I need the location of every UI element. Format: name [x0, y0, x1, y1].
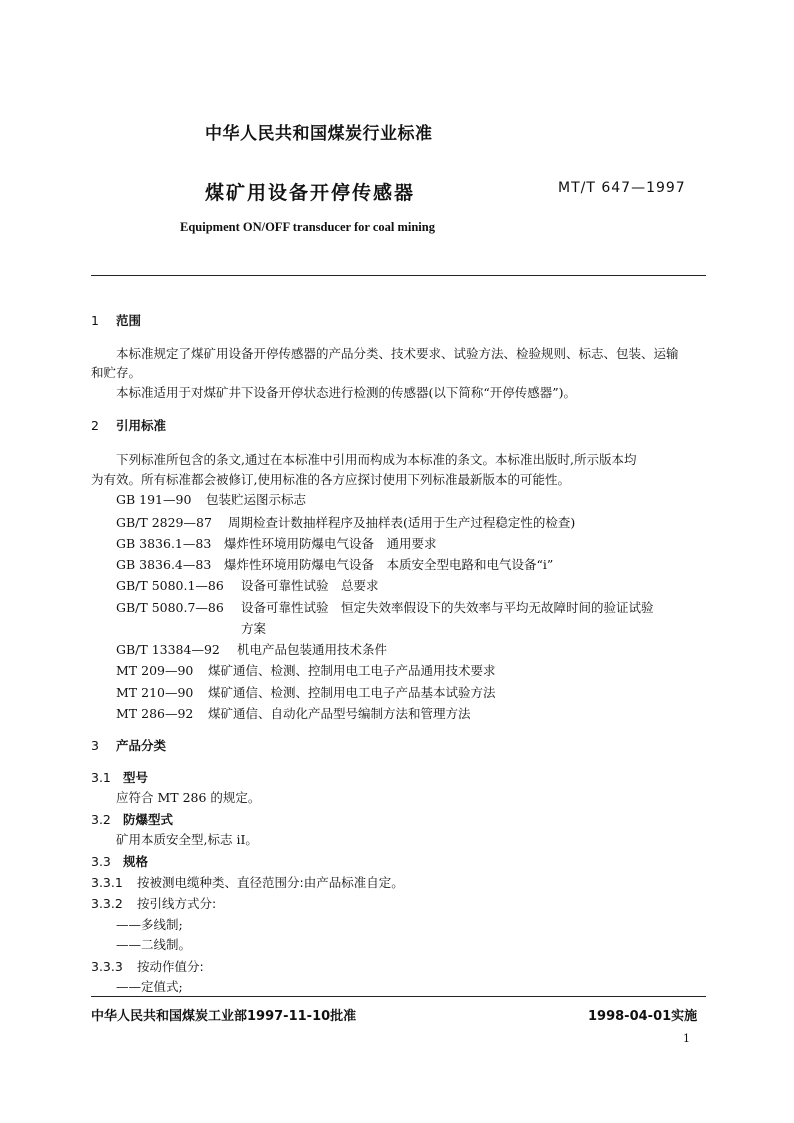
reference-item	[116, 640, 387, 658]
page-number: 1	[683, 1032, 690, 1045]
sec1-paragraph-2: 本标准适用于对煤矿井下设备开停状态进行检测的传感器(以下简称“开停传感器”)。	[116, 385, 577, 400]
reference-item-continuation	[241, 619, 266, 637]
footer-divider	[91, 996, 706, 997]
section-number: 2	[91, 418, 99, 433]
reference-title: 爆炸性环境用防爆电气设备 通用要求	[224, 536, 437, 551]
reference-code: MT 210—90	[116, 685, 194, 700]
section-title: 产品分类	[116, 738, 167, 753]
sec1-paragraph-1-line-1: 本标准规定了煤矿用设备开停传感器的产品分类、技术要求、试验方法、检验规则、标志、包装、运输	[116, 346, 679, 361]
reference-item	[116, 576, 379, 594]
reference-code: MT 209—90	[116, 663, 194, 678]
reference-title: 方案	[241, 621, 267, 636]
section-title: 范围	[116, 313, 142, 328]
reference-item	[116, 490, 306, 508]
reference-title: 煤矿通信、检测、控制用电工电子产品基本试验方法	[208, 685, 496, 700]
subsection-3-1-heading: 3.1 型号	[91, 770, 149, 785]
reference-code: GB/T 5080.1—86	[116, 578, 224, 593]
reference-title: 包装贮运图示标志	[206, 492, 307, 507]
reference-code: MT 286—92	[116, 706, 194, 721]
section-1-heading	[91, 311, 141, 329]
list-item: ——二线制。	[116, 937, 192, 952]
approval-line: 中华人民共和国煤炭工业部1997-11-10批准	[91, 1009, 357, 1024]
reference-title: 设备可靠性试验 总要求	[241, 578, 379, 593]
section-2-heading	[91, 416, 166, 434]
reference-code: GB/T 2829—87	[116, 515, 212, 530]
section-number: 1	[91, 313, 99, 328]
reference-item	[116, 534, 437, 552]
reference-title: 机电产品包装通用技术条件	[237, 642, 388, 657]
sec2-intro-line-1: 下列标准所包含的条文,通过在本标准中引用而构成为本标准的条文。本标准出版时,所示版本均	[116, 452, 637, 467]
section-number: 3	[91, 738, 99, 753]
reference-item	[116, 683, 496, 701]
clause-3-3-1: 3.3.1 按被测电缆种类、直径范围分:由产品标准自定。	[91, 875, 404, 890]
sec2-intro-line-2: 为有效。所有标准都会被修订,使用标准的各方应探讨使用下列标准最新版本的可能性。	[91, 472, 570, 487]
reference-code: GB/T 13384—92	[116, 642, 220, 657]
list-item: ——多线制;	[116, 917, 183, 932]
header-divider	[91, 275, 706, 276]
reference-title: 煤矿通信、自动化产品型号编制方法和管理方法	[208, 706, 471, 721]
reference-code: GB 191—90	[116, 492, 192, 507]
subsection-3-2-text: 矿用本质安全型,标志 iI。	[116, 832, 258, 847]
list-item: ——定值式;	[116, 979, 183, 994]
reference-item	[116, 598, 654, 616]
section-3-heading	[91, 736, 166, 754]
issuing-body-heading: 中华人民共和国煤炭行业标准	[205, 124, 433, 144]
reference-title: 煤矿通信、检测、控制用电工电子产品通用技术要求	[208, 663, 496, 678]
subsection-3-1-text: 应符合 MT 286 的规定。	[116, 790, 261, 805]
standard-number: MT/T 647—1997	[558, 180, 686, 196]
subsection-3-2-heading: 3.2 防爆型式	[91, 812, 174, 827]
reference-item	[116, 555, 553, 573]
reference-title: 爆炸性环境用防爆电气设备 本质安全型电路和电气设备“i”	[224, 557, 554, 572]
reference-title: 周期检查计数抽样程序及抽样表(适用于生产过程稳定性的检查)	[228, 515, 576, 530]
clause-3-3-2: 3.3.2 按引线方式分:	[91, 896, 217, 911]
reference-item	[116, 661, 496, 679]
effective-date-line: 1998-04-01实施	[588, 1009, 698, 1024]
reference-title: 设备可靠性试验 恒定失效率假设下的失效率与平均无故障时间的验证试验	[241, 600, 654, 615]
reference-code: GB 3836.1—83	[116, 536, 212, 551]
sec1-paragraph-1-line-2: 和贮存。	[91, 365, 142, 380]
subsection-3-3-heading: 3.3 规格	[91, 854, 149, 869]
reference-code: GB/T 5080.7—86	[116, 600, 224, 615]
document-title-english: Equipment ON/OFF transducer for coal mining	[180, 220, 435, 234]
clause-3-3-3: 3.3.3 按动作值分:	[91, 959, 204, 974]
reference-code: GB 3836.4—83	[116, 557, 212, 572]
section-title: 引用标准	[116, 418, 167, 433]
document-title-chinese: 煤矿用设备开停传感器	[205, 182, 416, 204]
reference-item	[116, 704, 471, 722]
reference-item	[116, 513, 575, 531]
